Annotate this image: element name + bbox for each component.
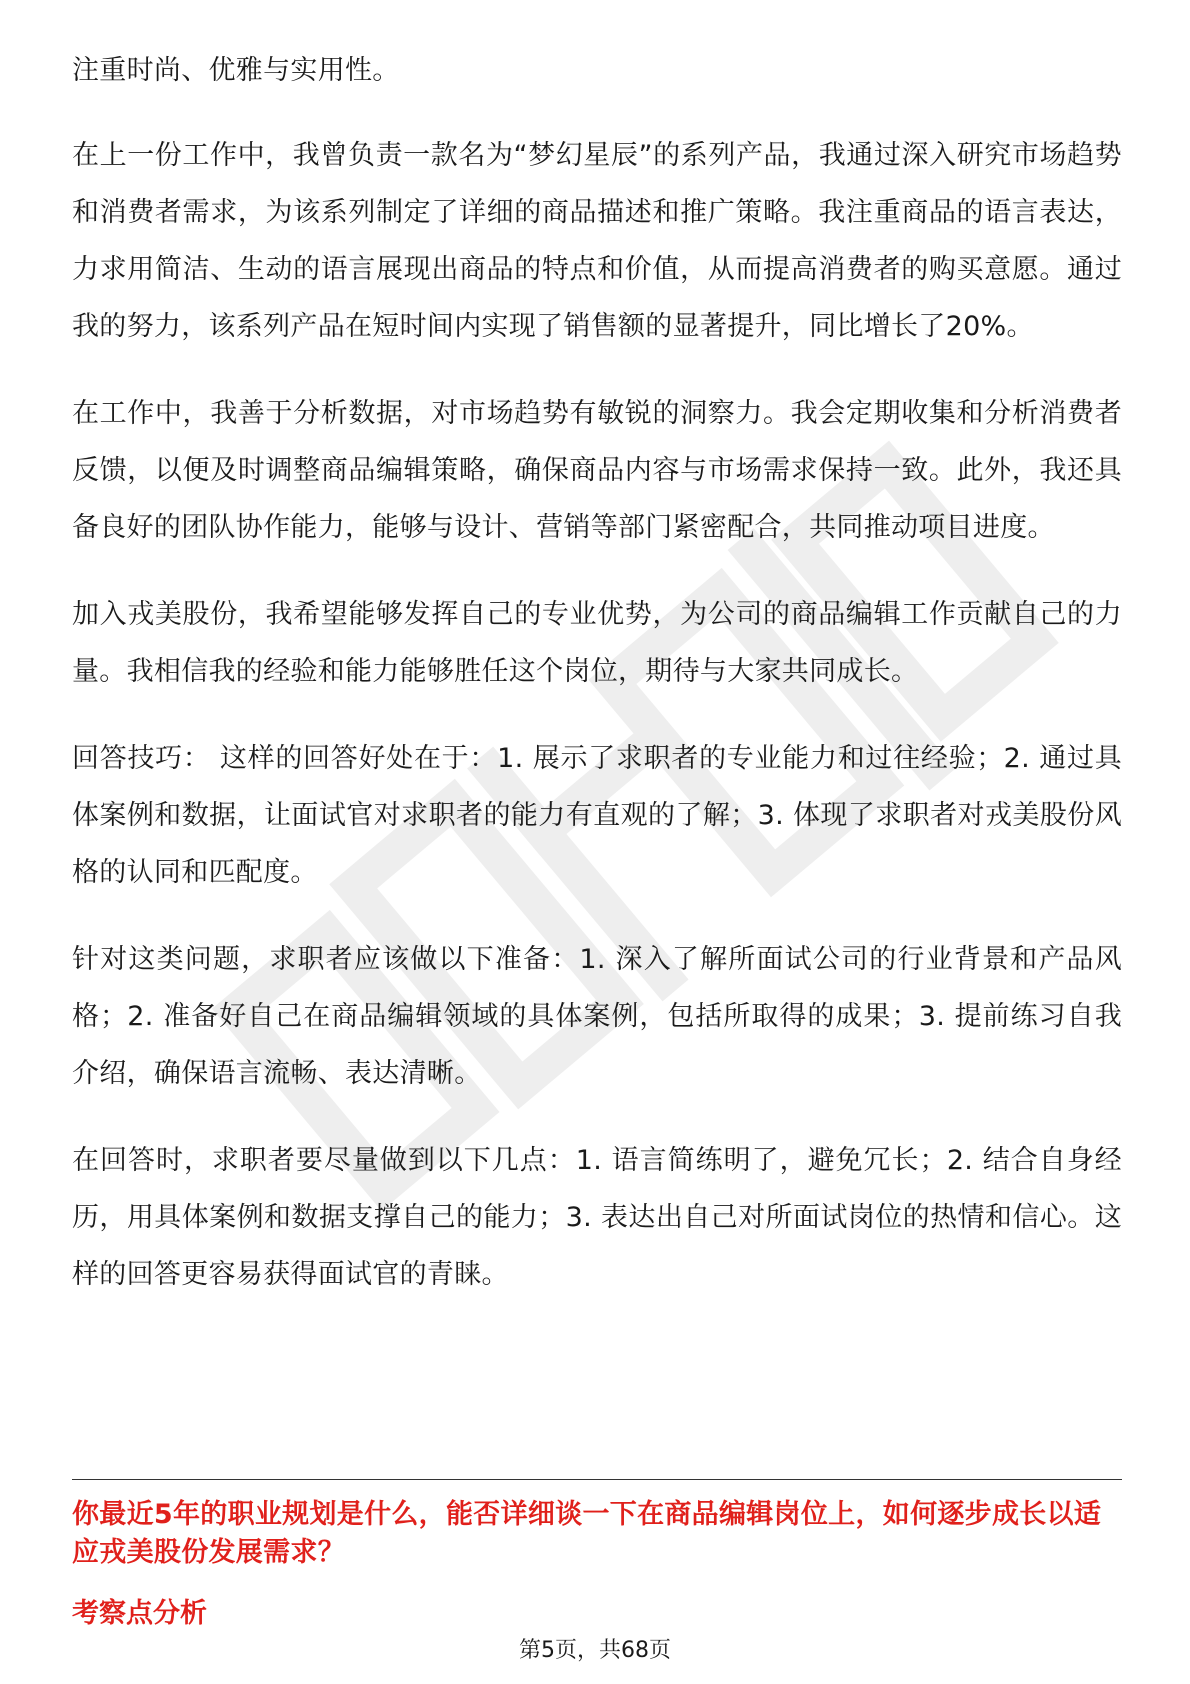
- page-number: 第5页，共68页: [519, 1638, 671, 1663]
- interview-question: 你最近5年的职业规划是什么，能否详细谈一下在商品编辑岗位上，如何逐步成长以适应戎美股份发展需求？: [72, 1499, 1102, 1568]
- paragraph: 注重时尚、优雅与实用性。: [72, 55, 400, 86]
- paragraph: 在工作中，我善于分析数据，对市场趋势有敏锐的洞察力。我会定期收集和分析消费者反馈，以便及时调整商品编辑策略，确保商品内容与市场需求保持一致。此外，我还具备良好的团队协作能力，能够与设计、营销等部门紧密配合，共同推动项目进度。: [72, 398, 1122, 543]
- paragraph: 加入戎美股份，我希望能够发挥自己的专业优势，为公司的商品编辑工作贡献自己的力量。我相信我的经验和能力能够胜任这个岗位，期待与大家共同成长。: [72, 599, 1122, 687]
- section-heading: 考察点分析: [72, 1598, 207, 1629]
- paragraph: 在回答时，求职者要尽量做到以下几点：1. 语言简练明了，避免冗长；2. 结合自身经历，用具体案例和数据支撑自己的能力；3. 表达出自己对所面试岗位的热情和信心。这样的回答更容易获得面试官的青睐。: [72, 1145, 1122, 1290]
- paragraph: 在上一份工作中，我曾负责一款名为“梦幻星辰”的系列产品，我通过深入研究市场趋势和消费者需求，为该系列制定了详细的商品描述和推广策略。我注重商品的语言表达，力求用简洁、生动的语言展现出商品的特点和价值，从而提高消费者的购买意愿。通过我的努力，该系列产品在短时间内实现了销售额的显著提升，同比增长了20%。: [72, 140, 1122, 342]
- section-divider: [72, 1479, 1122, 1480]
- answer-tips-paragraph: 回答技巧： 这样的回答好处在于：1. 展示了求职者的专业能力和过往经验；2. 通过具体案例和数据，让面试官对求职者的能力有直观的了解；3. 体现了求职者对戎美股份风格的认同和匹配度。: [72, 743, 1122, 888]
- paragraph: 针对这类问题，求职者应该做以下准备：1. 深入了解所面试公司的行业背景和产品风格；2. 准备好自己在商品编辑领域的具体案例，包括所取得的成果；3. 提前练习自我介绍，确保语言流畅、表达清晰。: [72, 944, 1122, 1089]
- body-text: [72, 42, 1122, 1333]
